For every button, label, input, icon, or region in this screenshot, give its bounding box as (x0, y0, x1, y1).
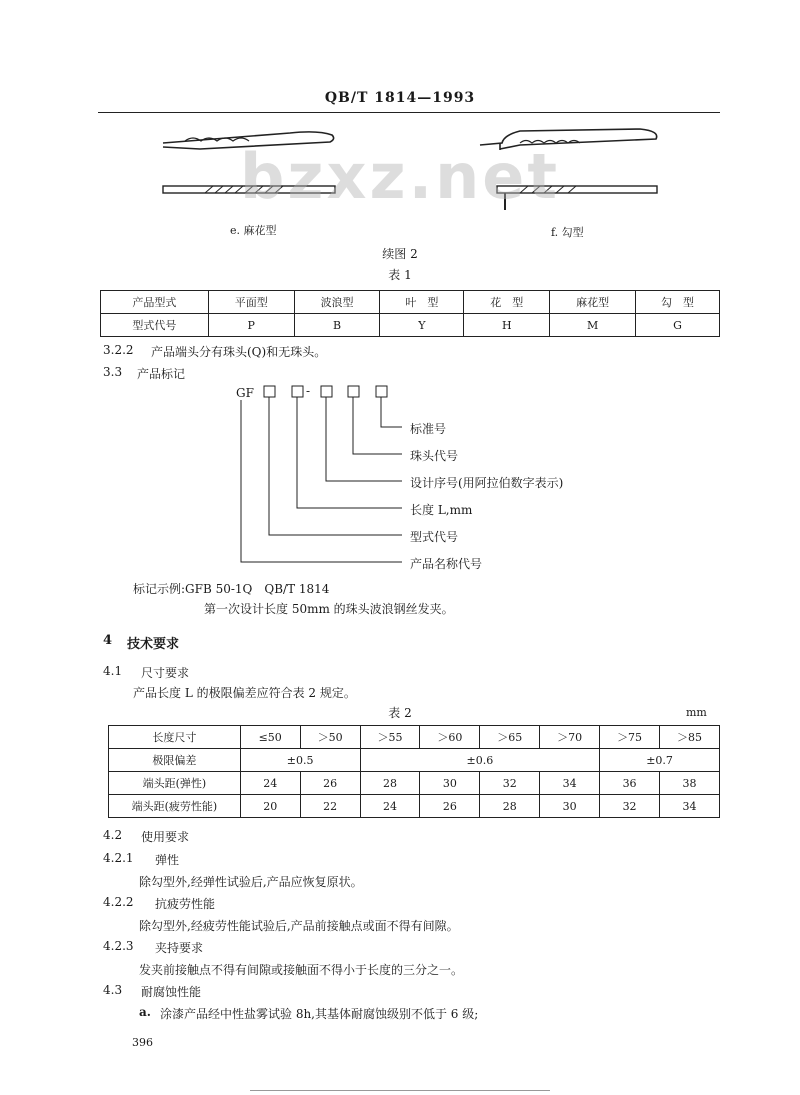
marking-label-bead-code: 珠头代号 (410, 449, 459, 463)
marking-label-standard-number: 标准号 (410, 422, 447, 436)
table2-unit: mm (686, 706, 707, 719)
table-cell: ＞50 (300, 726, 360, 749)
table-cell: 产品型式 (101, 291, 209, 314)
marking-prefix: GF (236, 386, 254, 400)
table-cell: G (636, 314, 720, 337)
table-row (109, 795, 720, 818)
table-cell: 32 (480, 772, 540, 795)
table-cell: 28 (360, 772, 420, 795)
header-rule (98, 112, 720, 113)
table-row (101, 291, 720, 314)
marking-label-length: 长度 L,mm (410, 503, 473, 517)
table-cell: 型式代号 (101, 314, 209, 337)
table-row (109, 749, 720, 772)
table-cell: ＞75 (600, 726, 660, 749)
table-row (101, 314, 720, 337)
table-cell: 花 型 (464, 291, 550, 314)
section-4-2-number: 4.2 (103, 828, 123, 842)
marking-label-product-name-code: 产品名称代号 (410, 557, 483, 571)
table-cell: B (294, 314, 380, 337)
section-4-2-1-number: 4.2.1 (103, 851, 134, 865)
section-4-3-number: 4.3 (103, 983, 123, 997)
section-4-2-3-text: 发夹前接触点不得有间隙或接触面不得小于长度的三分之一。 (139, 963, 464, 977)
table-cell: 38 (660, 772, 720, 795)
marking-dash: - (306, 384, 311, 398)
table-cell: 24 (360, 795, 420, 818)
table-cell: H (464, 314, 550, 337)
table-row (109, 726, 720, 749)
marking-label-type-code: 型式代号 (410, 530, 459, 544)
caption-hook-type: f. 勾型 (551, 226, 584, 239)
table-cell: 叶 型 (380, 291, 464, 314)
table-cell: ≤50 (240, 726, 300, 749)
table-cell: ±0.6 (360, 749, 600, 772)
section-4-2-1-title: 弹性 (155, 853, 180, 867)
figure-title: 续图 2 (382, 247, 418, 261)
caption-twisted-type: e. 麻花型 (230, 224, 277, 237)
length-tolerance-table (108, 725, 720, 818)
table-cell: 30 (420, 772, 480, 795)
table-cell: 波浪型 (294, 291, 380, 314)
table-cell: 26 (300, 772, 360, 795)
section-4-1-text: 产品长度 L 的极限偏差应符合表 2 规定。 (133, 686, 356, 700)
section-4-title: 技术要求 (127, 637, 180, 652)
table-cell: 28 (480, 795, 540, 818)
table-cell: P (208, 314, 294, 337)
section-4-1-title: 尺寸要求 (141, 666, 190, 680)
table-cell: ＞70 (540, 726, 600, 749)
table-cell: Y (380, 314, 464, 337)
section-4-2-1-text: 除勾型外,经弹性试验后,产品应恢复原状。 (139, 875, 363, 889)
table-cell: ＞65 (480, 726, 540, 749)
section-4-3-title: 耐腐蚀性能 (141, 985, 202, 999)
table-cell: ＞55 (360, 726, 420, 749)
table1-title: 表 1 (388, 268, 412, 282)
marking-example: 标记示例:GFB 50-1Q QB/T 1814 (133, 582, 330, 596)
section-4-2-2-title: 抗疲劳性能 (155, 897, 216, 911)
table-cell: 34 (540, 772, 600, 795)
table-cell: 22 (300, 795, 360, 818)
section-3-3-number: 3.3 (103, 365, 123, 379)
table-cell: 端头距(疲劳性能) (109, 795, 241, 818)
page-number: 396 (132, 1036, 153, 1049)
table-cell: 34 (660, 795, 720, 818)
section-4-3-item-a-text: 涂漆产品经中性盐雾试验 8h,其基体耐腐蚀级别不低于 6 级; (160, 1007, 479, 1021)
watermark: bzxz.net (240, 140, 560, 213)
section-4-2-title: 使用要求 (141, 830, 190, 844)
marking-label-design-serial: 设计序号(用阿拉伯数字表示) (410, 476, 564, 490)
table-cell: 长度尺寸 (109, 726, 241, 749)
table-cell: ±0.5 (240, 749, 360, 772)
table-cell: 26 (420, 795, 480, 818)
standard-code-header: QB/T 1814—1993 (324, 90, 476, 106)
table2-title: 表 2 (388, 706, 412, 720)
section-3-2-2-text: 产品端头分有珠头(Q)和无珠头。 (151, 345, 327, 359)
section-3-2-2-number: 3.2.2 (103, 343, 134, 357)
table-cell: ＞85 (660, 726, 720, 749)
marking-diagram (0, 380, 800, 580)
table-cell: 极限偏差 (109, 749, 241, 772)
section-4-3-item-a-label: a. (139, 1005, 151, 1019)
table-cell: ±0.7 (600, 749, 720, 772)
product-type-table (100, 290, 720, 337)
section-4-2-3-title: 夹持要求 (155, 941, 204, 955)
section-3-3-title: 产品标记 (137, 367, 186, 381)
section-4-2-2-text: 除勾型外,经疲劳性能试验后,产品前接触点或面不得有间隙。 (139, 919, 459, 933)
table-cell: 20 (240, 795, 300, 818)
section-4-number: 4 (103, 633, 113, 648)
table-cell: 32 (600, 795, 660, 818)
table-cell: 36 (600, 772, 660, 795)
table-cell: 30 (540, 795, 600, 818)
section-4-2-3-number: 4.2.3 (103, 939, 134, 953)
table-cell: 24 (240, 772, 300, 795)
table-cell: 麻花型 (550, 291, 636, 314)
footer-rule (250, 1090, 550, 1091)
table-row (109, 772, 720, 795)
table-cell: 勾 型 (636, 291, 720, 314)
table-cell: ＞60 (420, 726, 480, 749)
table-cell: M (550, 314, 636, 337)
marking-example-description: 第一次设计长度 50mm 的珠头波浪钢丝发夹。 (204, 602, 454, 616)
section-4-1-number: 4.1 (103, 664, 123, 678)
section-4-2-2-number: 4.2.2 (103, 895, 134, 909)
table-cell: 端头距(弹性) (109, 772, 241, 795)
table-cell: 平面型 (208, 291, 294, 314)
